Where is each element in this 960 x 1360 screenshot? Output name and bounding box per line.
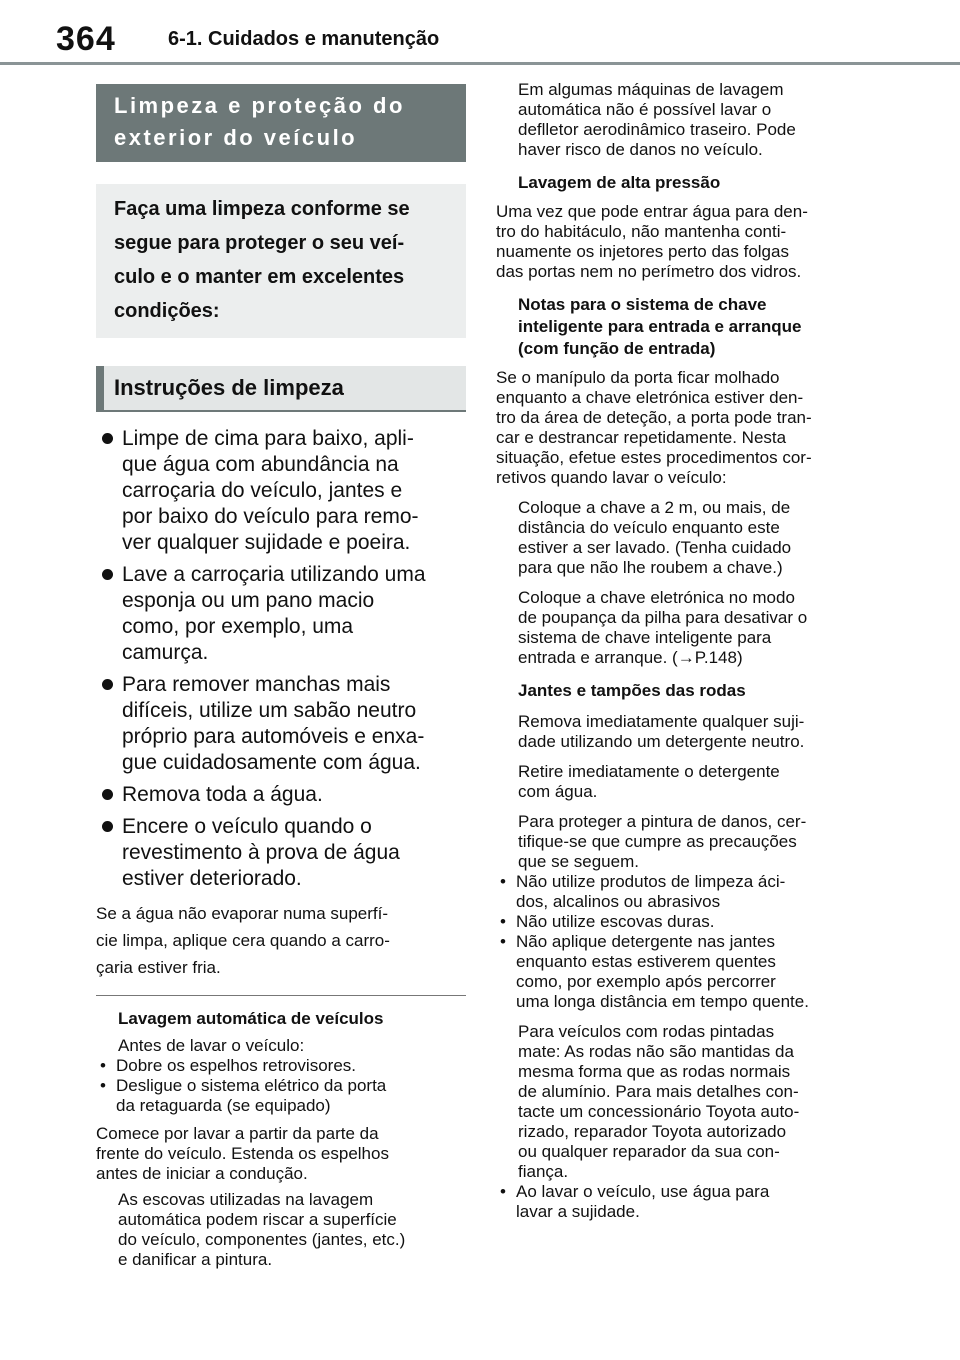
text-line: çaria estiver fria.: [96, 958, 221, 977]
intro-box: [96, 184, 466, 338]
item-line: gue cuidadosamente com água.: [122, 751, 421, 774]
dash-item: [96, 1056, 466, 1076]
brushes-note: [96, 1190, 466, 1270]
text-line: mesma forma que as rodas normais: [518, 1062, 791, 1081]
page-header: [0, 0, 960, 70]
text-line: que se seguem.: [518, 852, 639, 871]
subheading-text: Instruções de limpeza: [114, 375, 344, 400]
text-line: dade utilizando um detergente neutro.: [518, 732, 805, 751]
header-rule: [0, 62, 960, 65]
intro-line: condições:: [114, 300, 220, 322]
text-line: e danificar a pintura.: [118, 1250, 273, 1269]
item-line: camurça.: [122, 641, 209, 664]
text-line: As escovas utilizadas na lavagem: [118, 1190, 374, 1209]
dash-item: [496, 912, 868, 932]
text-line: Para veículos com rodas pintadas: [518, 1022, 775, 1041]
text-line: distância do veículo enquanto este: [518, 518, 780, 537]
text-line: antes de iniciar a condução.: [96, 1164, 308, 1183]
item-line: ver qualquer sujidade e poeira.: [122, 531, 411, 554]
bullet-dot-icon: [102, 569, 113, 580]
intro-line: segue para proteger o seu veí-: [114, 232, 405, 254]
item-line: dos, alcalinos ou abrasivos: [516, 892, 721, 911]
smart-key-text: [496, 368, 868, 488]
dash-item: [96, 1076, 466, 1116]
bullet-item: [96, 782, 466, 808]
dash-item: [496, 932, 868, 1012]
item-line: Desligue o sistema elétrico da porta: [116, 1076, 387, 1095]
section-title-line: Limpeza e proteção do: [114, 93, 405, 118]
text-line: Coloque a chave a 2 m, ou mais, de: [518, 498, 791, 517]
item-line: Não utilize produtos de limpeza áci-: [516, 872, 786, 891]
text-line: sistema de chave inteligente para: [518, 628, 772, 647]
wheels-heading: Jantes e tampões das rodas: [518, 681, 746, 700]
text-line: de poupança da pilha para desativar o: [518, 608, 808, 627]
item-line: como, por exemplo após percorrer: [516, 972, 776, 991]
text-line: entrada e arranque. (→P.148): [518, 648, 743, 667]
high-pressure-text: [496, 202, 868, 282]
item-line: carroçaria do veículo, jantes e: [122, 479, 403, 502]
wheels-protect-note: [496, 812, 868, 872]
text-line: tro da área de deteção, a porta pode tran-: [496, 408, 812, 427]
wheels-detergent-note: [496, 712, 868, 752]
item-line: que água com abundância na: [122, 453, 399, 476]
cleaning-instructions-heading: [96, 366, 466, 412]
wax-note: [96, 900, 466, 981]
text-line: Coloque a chave eletrónica no modo: [518, 588, 795, 607]
text-line: enquanto a chave eletrónica estiver den-: [496, 388, 804, 407]
item-line: lavar a sujidade.: [516, 1202, 640, 1221]
text-line: para que não lhe roubem a chave.): [518, 558, 783, 577]
right-column: [496, 80, 868, 1222]
text-line: do veículo, componentes (jantes, etc.): [118, 1230, 406, 1249]
dash-bullet-icon: •: [500, 1182, 506, 1201]
text-line: tacte um concessionário Toyota auto-: [518, 1102, 800, 1121]
high-pressure-heading: Lavagem de alta pressão: [518, 173, 721, 192]
text-line: cie limpa, aplique cera quando a carro-: [96, 931, 390, 950]
text-line: ou qualquer reparador da sua con-: [518, 1142, 780, 1161]
instruction-list: [96, 426, 466, 892]
text-line: (com função de entrada): [518, 339, 716, 358]
text-line: mate: As rodas não são mantidas da: [518, 1042, 794, 1061]
text-line: rizado, reparador Toyota autorizado: [518, 1122, 787, 1141]
item-line: Para remover manchas mais: [122, 673, 391, 696]
item-line: como, por exemplo, uma: [122, 615, 354, 638]
left-column: [96, 84, 466, 1270]
bullet-dot-icon: [102, 821, 113, 832]
text-line: frente do veículo. Estenda os espelhos: [96, 1144, 389, 1163]
text-line: deflletor aerodinâmico traseiro. Pode: [518, 120, 796, 139]
item-line: Não aplique detergente nas jantes: [516, 932, 775, 951]
item-line: estiver deteriorado.: [122, 867, 302, 890]
item-line: difíceis, utilize um sabão neutro: [122, 699, 417, 722]
section-title-line: exterior do veículo: [114, 125, 358, 150]
item-line: Não utilize escovas duras.: [516, 912, 715, 931]
bullet-dot-icon: [102, 433, 113, 444]
matte-wheels-list: [496, 1182, 868, 1222]
dash-item: [496, 1182, 868, 1222]
item-line: revestimento à prova de água: [122, 841, 400, 864]
text-line: Se o manípulo da porta ficar molhado: [496, 368, 780, 387]
matte-wheels-note: [496, 1022, 868, 1182]
item-line: uma longa distância em tempo quente.: [516, 992, 809, 1011]
text-line: Em algumas máquinas de lavagem: [518, 80, 784, 99]
dash-bullet-icon: •: [100, 1056, 106, 1075]
text-line: Notas para o sistema de chave: [518, 295, 767, 314]
bullet-dot-icon: [102, 679, 113, 690]
item-line: da retaguarda (se equipado): [116, 1096, 331, 1115]
item-line: Encere o veículo quando o: [122, 815, 372, 838]
spoiler-note: [496, 80, 868, 160]
item-line: Ao lavar o veículo, use água para: [516, 1182, 770, 1201]
item-line: por baixo do veículo para remo-: [122, 505, 419, 528]
text-line: Uma vez que pode entrar água para den-: [496, 202, 808, 221]
item-line: Dobre os espelhos retrovisores.: [116, 1056, 357, 1075]
item-line: Lave a carroçaria utilizando uma: [122, 563, 426, 586]
item-line: Limpe de cima para baixo, apli-: [122, 427, 414, 450]
dash-bullet-icon: •: [500, 912, 506, 931]
page-number: 364: [56, 20, 116, 58]
item-line: esponja ou um pano macio: [122, 589, 375, 612]
text-line: Retire imediatamente o detergente: [518, 762, 780, 781]
bullet-dot-icon: [102, 789, 113, 800]
text-line: nuamente os injetores perto das folgas: [496, 242, 789, 261]
text-line: das portas nem no perímetro dos vidros.: [496, 262, 802, 281]
text-line: Comece por lavar a partir da parte da: [96, 1124, 379, 1143]
bullet-item: [96, 426, 466, 556]
text-line: situação, efetue estes procedimentos cor-: [496, 448, 812, 467]
text-line: fiança.: [518, 1162, 569, 1181]
bullet-item: [96, 562, 466, 666]
key-battery-note: [496, 588, 868, 668]
intro-line: Faça uma limpeza conforme se: [114, 198, 410, 220]
key-distance-note: [496, 498, 868, 578]
text-line: tifique-se que cumpre as precauções: [518, 832, 797, 851]
item-line: Remova toda a água.: [122, 783, 323, 806]
smart-key-heading: [496, 294, 868, 360]
item-line: enquanto estas estiverem quentes: [516, 952, 776, 971]
text-line: tro do habitáculo, não mantenha conti-: [496, 222, 787, 241]
text-line: automática podem riscar a superfície: [118, 1210, 397, 1229]
bullet-item: [96, 814, 466, 892]
intro-line: culo e o manter em excelentes: [114, 266, 405, 288]
text-line: retivos quando lavar o veículo:: [496, 468, 727, 487]
auto-wash-heading: Lavagem automática de veículos: [118, 1009, 384, 1028]
wheels-rinse-note: [496, 762, 868, 802]
before-wash-list: [96, 1056, 466, 1116]
dash-item: [496, 872, 868, 912]
text-line: com água.: [518, 782, 598, 801]
text-line: Remova imediatamente qualquer suji-: [518, 712, 805, 731]
text-line: haver risco de danos no veículo.: [518, 140, 763, 159]
text-line: Se a água não evaporar numa superfí-: [96, 904, 389, 923]
section-title: [96, 84, 466, 162]
start-note: [96, 1124, 466, 1184]
text-line: car e destrancar repetidamente. Nesta: [496, 428, 787, 447]
chapter-title: 6-1. Cuidados e manutenção: [168, 28, 440, 50]
dash-bullet-icon: •: [500, 932, 506, 951]
wheels-precautions-list: [496, 872, 868, 1012]
separator: [96, 995, 466, 996]
dash-bullet-icon: •: [100, 1076, 106, 1095]
text-line: de alumínio. Para mais detalhes con-: [518, 1082, 799, 1101]
text-line: estiver a ser lavado. (Tenha cuidado: [518, 538, 792, 557]
before-wash: Antes de lavar o veículo:: [118, 1036, 305, 1055]
bullet-item: [96, 672, 466, 776]
text-line: automática não é possível lavar o: [518, 100, 772, 119]
text-line: inteligente para entrada e arranque: [518, 317, 802, 336]
dash-bullet-icon: •: [500, 872, 506, 891]
text-line: Para proteger a pintura de danos, cer-: [518, 812, 807, 831]
item-line: próprio para automóveis e enxa-: [122, 725, 425, 748]
